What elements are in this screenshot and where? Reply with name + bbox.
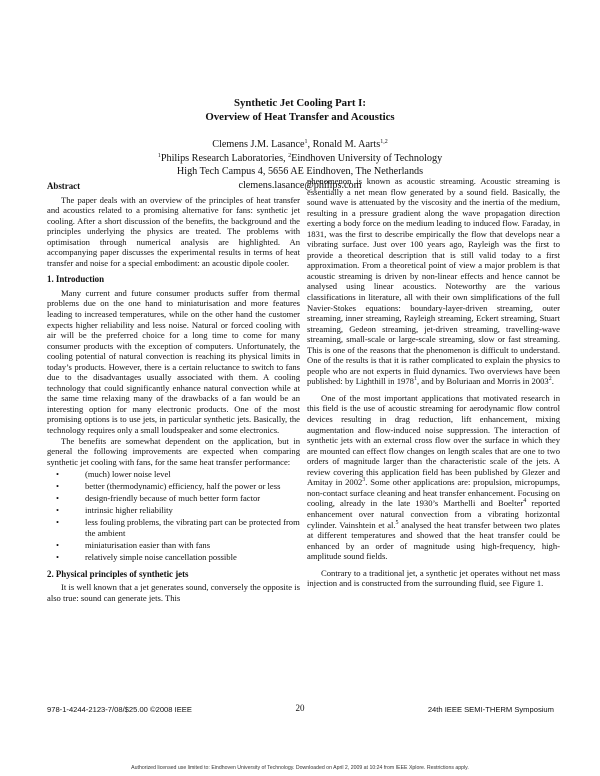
intro-heading: 1. Introduction xyxy=(47,274,105,285)
aff-2-sup: 2 xyxy=(288,152,292,159)
paper-title xyxy=(0,96,600,124)
right-column xyxy=(307,176,560,589)
bullet-icon: • xyxy=(56,493,60,504)
abstract-text: The paper deals with an overview of the principles of heat transfer and acoustics related to a promising alternative for fans: synthetic jet cooling. After a short discussion of the benefits, the background and the principles underlying the physics are treated. The problems with optimisation through numerical analysis are highlighted. An accompanying paper discusses the experimental results in terms of heat transfer and noise for a special embodiment: an acoustic dipole cooler. xyxy=(47,194,300,268)
email[interactable]: clemens.lasance@philips.com xyxy=(238,179,362,191)
benefits-list xyxy=(47,469,300,562)
license-notice: Authorized licensed use limited to: Eindhoven University of Technology. Downloaded on April 2, 2009 at 10:24 from IEEE Xplore. Restrictions apply. xyxy=(131,765,469,771)
author-names: Clemens J.M. Lasance$^1$, Ronald M. Aarts$^{1,2}$ xyxy=(212,139,388,150)
ref-4: 4 xyxy=(523,498,527,505)
ref-2: 2 xyxy=(548,376,552,383)
affiliation-1: Philips Research Laboratories, xyxy=(160,152,289,164)
intro-paragraph-2: The benefits are somewhat dependent on the application, but in general the following improvements are expected when comparing synthetic jet cooling with fans, for the same heat transfer performance: xyxy=(47,435,300,467)
list-item: • miniaturisation easier than with fans xyxy=(56,540,211,550)
list-item: • better (thermodynamic) efficiency, half the power or less xyxy=(56,481,281,492)
bullet-icon: • xyxy=(56,517,60,528)
title-line-1: Synthetic Jet Cooling Part I: xyxy=(234,97,366,109)
list-item: • less fouling problems, the vibrating part can be protected from the ambient xyxy=(56,517,300,538)
author-1-sup: 1 xyxy=(304,139,308,145)
bullet-icon: • xyxy=(56,481,60,492)
bullet-icon: • xyxy=(56,552,60,563)
right-paragraph-1: phenomenon is known as acoustic streaming. Acoustic streaming is essentially a net mean flow generated by a sound field. Basically, the sound wave is attenuated by the viscosity and the inertia of the medium, resulting in a pressure gradient along the wave propagation direction exerting a body force on the medium leading to induced flow. Faraday, in 1831, was the first to describe empirically the flow that develops near a vibrating surface. Just over 100 years ago, Rayleigh was the first to provide a theoretical description that is still valid today to a first approximation. From a theoretical point of view a major problem is that acoustic streaming is driven by non-linear effects and hence cannot be analysed using linear acoustics. Noteworthy are the various classifications in literature, all with their own simplifications of the full Navier-Stokes equations: boundary-layer-driven streaming, outer streaming, inner streaming, Rayleigh streaming, Eckert streaming, Stuart streaming, Gedeon streaming, jet-driven streaming, travelling-wave streaming, small-scale or large-scale streaming, slow or fast streaming. This is one of the reasons that the phenomenon is difficult to understand. One of the results is that it is rather complicated to explain the physics to people who are not experts in fluid dynamics. Two overviews have been published: by Lighthill in 1978$^1$, and by Boluriaan and Morris in 2003$^2$. xyxy=(307,176,560,387)
ref-3: 3 xyxy=(362,477,366,484)
intro-paragraph-1: Many current and future consumer products suffer from thermal problems due on the one hand to miniaturisation and more features leading to increased temperatures, while on the other hand the customer expects higher reliability and less noise. Natural or forced cooling with air will be the preferred choice for a long time to come for many consumer products with the exception of computers. Unfortunately, the cooling potential of natural convection is reaching its physical limits in today’s products. However, there is a certain reluctance to switch to fans due to the disadvantages usually associated with them. A cooling technology that could significantly enhance natural convection while at the same time relaxing many of the drawbacks of a fan would be an interesting option for many electronic products. One of the most promising options is to use jets, in particular synthetic jets. Basically, the technology requires only a small loudspeaker and some electronics. xyxy=(47,287,300,436)
address: High Tech Campus 4, 5656 AE Eindhoven, The Netherlands xyxy=(176,166,424,177)
footer-conference: 24th IEEE SEMI-THERM Symposium xyxy=(427,705,554,714)
physical-paragraph-1: It is well known that a jet generates sound, conversely the opposite is also true: sound can generate jets. This xyxy=(47,582,300,603)
right-paragraph-2: One of the most important applications that motivated research in this field is the use of acoustic streaming for aerodynamic flow control devices resulting in drag reduction, lift enhancement, mixing augmentation and flow-induced noise suppression. The interaction of synthetic jets with an external cross flow over the surface in which they are mounted can effect flow changes on length scales that are one to two orders of magnitude larger than the characteristic scale of the jets. A review covering this application field has been published by Glezer and Amitay in 2002$^3$. Some other applications are: propulsion, micropumps, non-contact surface cleaning and heat transfer enhancement. Focusing on cooling, already in the late 1930’s Marthelli and Boelter$^4$ reported enhancement over natural convection from a vibrating horizontal cylinder. Vainshtein et al.$^5$ analysed the heat transfer between two plates at different temperatures and showed that the heat transfer could be enhanced by an order of magnitude using high-frequency, high-amplitude sound fields. xyxy=(307,392,561,562)
abstract-heading: Abstract xyxy=(47,181,81,191)
left-column xyxy=(47,176,300,603)
title-line-2: Overview of Heat Transfer and Acoustics xyxy=(205,111,395,123)
affiliation-2: Eindhoven University of Technology xyxy=(291,152,443,164)
bullet-icon: • xyxy=(56,469,60,480)
physical-heading: 2. Physical principles of synthetic jets xyxy=(47,568,189,579)
author-2: Ronald M. Aarts xyxy=(312,139,381,150)
list-item: • (much) lower noise level xyxy=(56,469,171,480)
bullet-icon: • xyxy=(56,505,60,516)
list-item: • intrinsic higher reliability xyxy=(56,505,173,516)
author-2-sup: 1,2 xyxy=(380,139,388,145)
page-number: 20 xyxy=(295,703,305,713)
affiliations xyxy=(0,152,600,166)
ref-1: 1 xyxy=(413,376,417,383)
list-item: • relatively simple noise cancellation possible xyxy=(56,552,237,563)
footer-copyright: 978-1-4244-2123-7/08/$25.00 ©2008 IEEE xyxy=(47,705,192,714)
list-item: • design-friendly because of much better form factor xyxy=(56,493,261,504)
bullet-icon: • xyxy=(56,540,60,550)
aff-1-sup: 1 xyxy=(157,152,161,159)
author-1: Clemens J.M. Lasance xyxy=(212,139,305,150)
ref-5: 5 xyxy=(395,519,399,526)
right-paragraph-3: Contrary to a traditional jet, a synthetic jet operates without net mass injection and is constructed from the surrounding fluid, see Figure 1. xyxy=(307,567,560,589)
